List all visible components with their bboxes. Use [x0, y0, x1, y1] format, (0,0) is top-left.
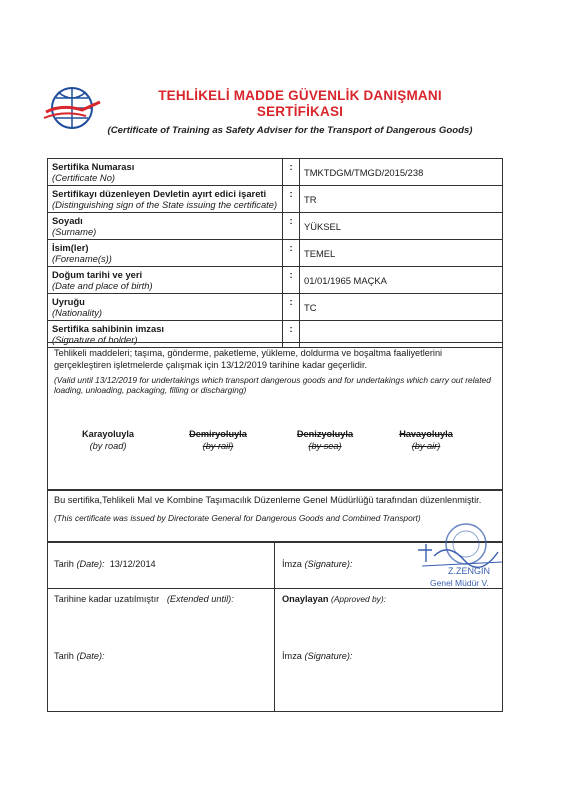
- signature-cell: [282, 559, 353, 569]
- divider: [274, 543, 275, 711]
- certificate-title: [120, 88, 480, 120]
- row-label: Sertifika Numarası: [52, 161, 135, 172]
- date-cell: [54, 559, 156, 569]
- extended-label: Tarihine kadar uzatılmıştır: [54, 594, 160, 604]
- colon: :: [283, 240, 300, 267]
- row-label: Sertifika sahibinin imzası: [52, 323, 165, 334]
- row-label-en: (Forename(s)): [52, 253, 112, 264]
- signature-label: İmza: [282, 559, 302, 569]
- birth-value: 01/01/1965 MAÇKA: [300, 267, 503, 294]
- mode-label: Havayoluyla: [399, 429, 453, 439]
- table-row: [48, 213, 503, 240]
- surname-value: YÜKSEL: [300, 213, 503, 240]
- extended-cell: [54, 594, 234, 604]
- colon: :: [283, 294, 300, 321]
- signature2-cell: [282, 651, 353, 661]
- table-row: [48, 159, 503, 186]
- certificate-subtitle: (Certificate of Training as Safety Adviser for the Transport of Dangerous Goods): [107, 125, 473, 136]
- row-label-en: (Signature of holder): [52, 334, 138, 345]
- colon: :: [283, 321, 300, 348]
- row-label-en: (Nationality): [52, 307, 103, 318]
- state-sign-value: TR: [300, 186, 503, 213]
- certificate-number-value: TMKTDGM/TMGD/2015/238: [300, 159, 503, 186]
- row-label-en: (Certificate No): [52, 172, 116, 183]
- colon: :: [283, 267, 300, 294]
- approved-cell: [282, 594, 386, 604]
- mode-sea: [275, 429, 375, 451]
- colon: :: [283, 213, 300, 240]
- official-stamp-icon: [408, 522, 506, 598]
- date-value: 13/12/2014: [109, 559, 156, 569]
- mode-label-en: (by sea): [308, 441, 342, 451]
- signature2-label-en: (Signature):: [304, 651, 353, 661]
- certificate-info-table: [47, 158, 503, 348]
- table-row: [48, 186, 503, 213]
- approved-label-en: (Approved by):: [331, 594, 386, 604]
- row-label: Uyruğu: [52, 296, 85, 307]
- extended-label-en: (Extended until):: [166, 594, 234, 604]
- mode-label-en: (by rail): [202, 441, 234, 451]
- forename-value: TEMEL: [300, 240, 503, 267]
- colon: :: [283, 186, 300, 213]
- title-line-2: SERTİFİKASI: [256, 104, 344, 119]
- mode-air: [376, 429, 476, 451]
- scope-section: [47, 342, 503, 490]
- issuer-text-en: (This certificate was issued by Directorate General for Dangerous Goods and Combined Transport): [54, 513, 421, 523]
- row-label-en: (Distinguishing sign of the State issuing the certificate): [52, 199, 278, 210]
- title-line-1: TEHLİKELİ MADDE GÜVENLİK DANIŞMANI: [158, 88, 442, 103]
- date2-label-en: (Date):: [76, 651, 105, 661]
- mode-label-en: (by air): [411, 441, 441, 451]
- mode-rail: [168, 429, 268, 451]
- svg-text:Genel Müdür V.: Genel Müdür V.: [430, 578, 489, 588]
- date-label: Tarih: [54, 559, 74, 569]
- signature-label-en: (Signature):: [304, 559, 353, 569]
- nationality-value: TC: [300, 294, 503, 321]
- scope-text: Tehlikeli maddeleri; taşıma, gönderme, paketleme, yükleme, doldurma ve boşaltma faaliyetlerini gerçekleştiren işletmelerde çalışmak için 13/12/2019 tarihine kadar geçerlidir.: [54, 348, 443, 370]
- scope-text-en: (Valid until 13/12/2019 for undertakings which transport dangerous goods and for undertakings which carry out related loading, unloading, packaging, filling or discharging): [54, 375, 491, 395]
- row-label: Sertifikayı düzenleyen Devletin ayırt edici işareti: [52, 188, 267, 199]
- mode-label: Demiryoluyla: [189, 429, 247, 439]
- issuer-text: Bu sertifika,Tehlikeli Mal ve Kombine Taşımacılık Düzenleme Genel Müdürlüğü tarafından düzenlenmiştir.: [54, 495, 482, 505]
- mode-label: Karayoluyla: [81, 429, 135, 439]
- row-label-en: (Surname): [52, 226, 97, 237]
- approved-label: Onaylayan: [282, 594, 329, 604]
- date2-cell: [54, 651, 105, 661]
- row-label: Doğum tarihi ve yeri: [52, 269, 143, 280]
- colon: :: [283, 159, 300, 186]
- row-label: Soyadı: [52, 215, 83, 226]
- mode-label-en: (by road): [89, 441, 127, 451]
- mode-road: [58, 429, 158, 451]
- table-row: [48, 267, 503, 294]
- table-row: [48, 294, 503, 321]
- date2-label: Tarih: [54, 651, 74, 661]
- row-label: İsim(ler): [52, 242, 89, 253]
- mode-label: Denizyoluyla: [296, 429, 354, 439]
- date-label-en: (Date):: [76, 559, 105, 569]
- row-label-en: (Date and place of birth): [52, 280, 153, 291]
- svg-text:Z.ZENGİN: Z.ZENGİN: [448, 566, 490, 576]
- table-row: [48, 240, 503, 267]
- signature2-label: İmza: [282, 651, 302, 661]
